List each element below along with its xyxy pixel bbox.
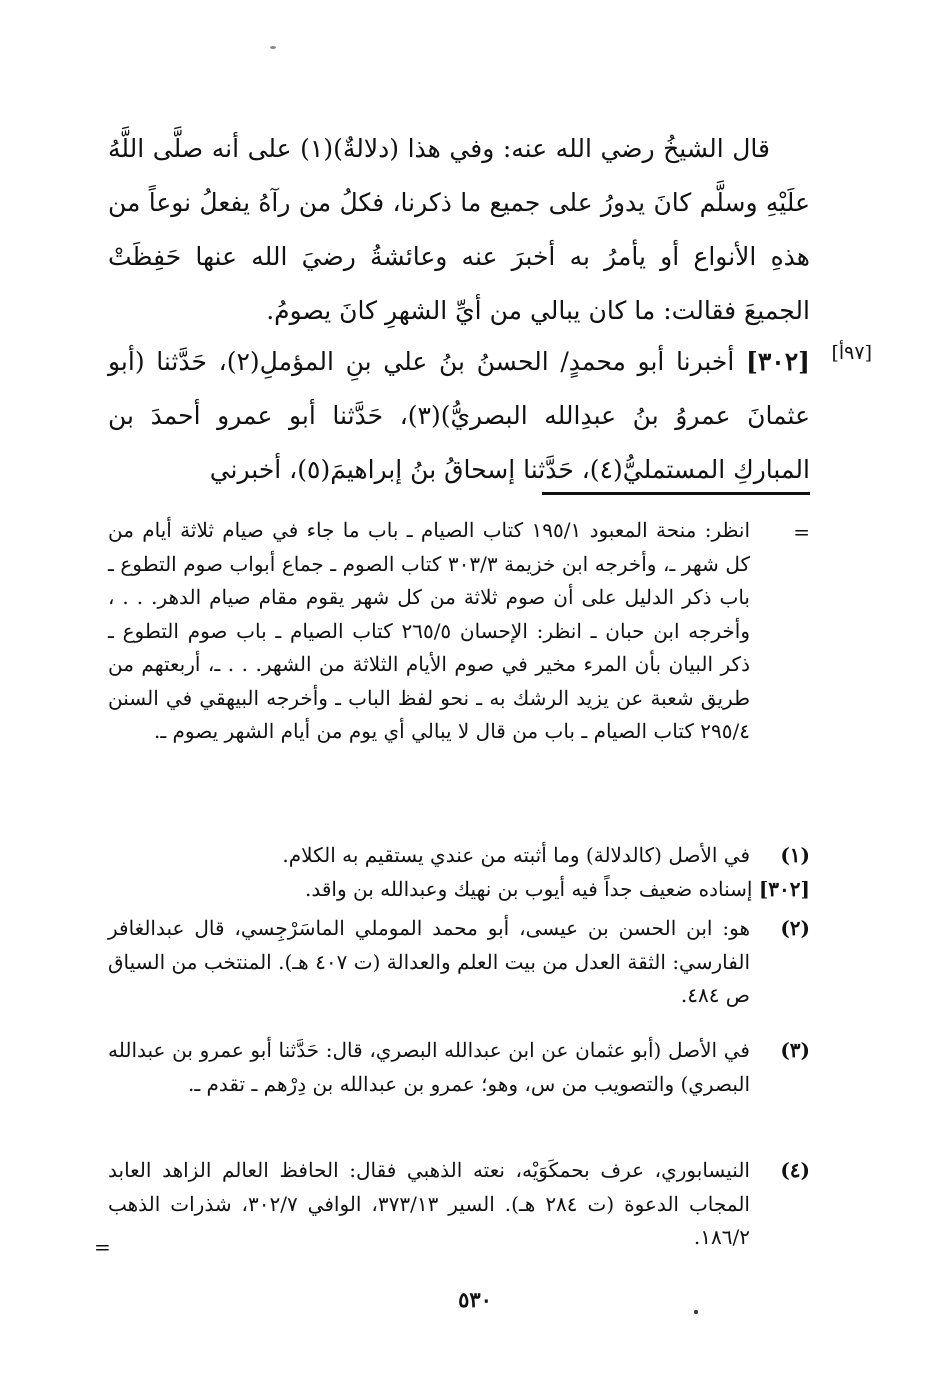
footnote-continuation: انظر: منحة المعبود ١٩٥/١ كتاب الصيام ـ باب ما جاء في صيام ثلاثة أيام من كل شهر ـ، وأخرجه ابن خزيمة ٣٠٣/٣ كتاب الصوم ـ جماع أبواب صوم التطوع ـ باب ذكر الدليل على أن صوم ثلاثة من كل شهر يقوم مقام صيام الدهر. . . ، وأخرجه ابن حبان ـ انظر: الإحسان ٢٦٥/٥ كتاب الصيام ـ باب صوم التطوع ـ ذكر البيان بأن المرء مخير في صوم الأيام الثلاثة من الشهر. . . ـ، أربعتهم من طريق شعبة عن يزيد الرشك به ـ نحو لفظ الباب ـ وأخرجه البيهقي في السنن ٢٩٥/٤ كتاب الصيام ـ باب من قال لا يبالي أي يوم من أيام الشهر يصوم ـ. bbox=[108, 518, 751, 743]
continuation-mark: = bbox=[793, 520, 810, 544]
hadith-number: [٣٠٢] bbox=[746, 347, 811, 376]
footnote-2 bbox=[108, 912, 810, 1017]
footnote-text: هو: ابن الحسن بن عيسى، أبو محمد الموملي الماسَرْجِسي، قال عبدالغافر الفارسي: الثقة العدل من بيت العلم والعدالة (ت ٤٠٧ هـ). المنتخب من السياق ص ٤٨٤. bbox=[108, 916, 751, 1007]
footnote-1 bbox=[108, 839, 810, 873]
footnote-text: في الأصل (أبو عثمان عن ابن عبدالله البصري، قال: حَدَّثنا أبو عمرو بن عبدالله البصري) والتصويب من س، وهو؛ عمرو بن عبدالله بن دِرْهم ـ تقدم ـ. bbox=[108, 1038, 750, 1096]
footnote-number: (٤) bbox=[780, 1158, 810, 1182]
hadith-chain-text: أخبرنا أبو محمدٍ/ الحسنُ بنُ علي بنِ المؤملِ(٢)، حَدَّثنا (أبو عثمانَ عمروُ بنُ عبدِالله البصريُّ)(٣)، حَدَّثنا أبو عمرو أحمدَ بن المباركِ المستمليُّ(٤)، حَدَّثنا إسحاقُ بنُ إبراهيمَ(٥)، أخبرني bbox=[108, 347, 810, 484]
main-paragraph-2 bbox=[108, 335, 810, 497]
hadith-grading-note bbox=[108, 873, 810, 907]
footnote-text: في الأصل (كالدلالة) وما أثبته من عندي يستقيم به الكلام. bbox=[282, 843, 750, 867]
footnote-4 bbox=[108, 1154, 810, 1259]
footnote-number: (١) bbox=[780, 843, 810, 867]
continued-mark: = bbox=[94, 1235, 111, 1259]
scan-speck bbox=[270, 46, 276, 49]
footnote-3 bbox=[108, 1034, 810, 1139]
footnote-text: النيسابوري، عرف بحمكَوَيْه، نعته الذهبي فقال: الحافظ العالم الزاهد العابد المجاب الدعوة (ت ٢٨٤ هـ). السير ٣٧٣/١٣، الوافي ٣٠٢/٧، شذرات الذهب ١٨٦/٢. bbox=[108, 1158, 750, 1249]
hadith-grading-text: إسناده ضعيف جداً فيه أيوب بن نهيك وعبدالله بن واقد. bbox=[305, 877, 753, 901]
manuscript-folio-marker: [٩٧أ] bbox=[831, 342, 872, 364]
page-number: ٥٣٠ bbox=[458, 1287, 492, 1312]
hadith-grading-number: [٣٠٢] bbox=[758, 877, 810, 901]
footnote-number: (٣) bbox=[780, 1038, 810, 1062]
footnote-separator bbox=[542, 492, 810, 495]
footnote-number: (٢) bbox=[780, 916, 810, 940]
main-paragraph-1: قال الشيخُ رضي الله عنه: وفي هذا (دلالةٌ)(١) على أنه صلَّى اللَّهُ علَيْهِ وسلَّم كانَ يدورُ على جميع ما ذكرنا، فكلُ من رآهُ يفعلُ نوعاً من هذهِ الأنواع أو يأمرُ به أخبرَ عنه وعائشةُ رضيَ الله عنها حَفِظَتْ الجميعَ فقالت: ما كان يبالي من أيِّ الشهرِ كانَ يصومُ. bbox=[108, 134, 810, 325]
scan-speck bbox=[694, 1310, 698, 1314]
